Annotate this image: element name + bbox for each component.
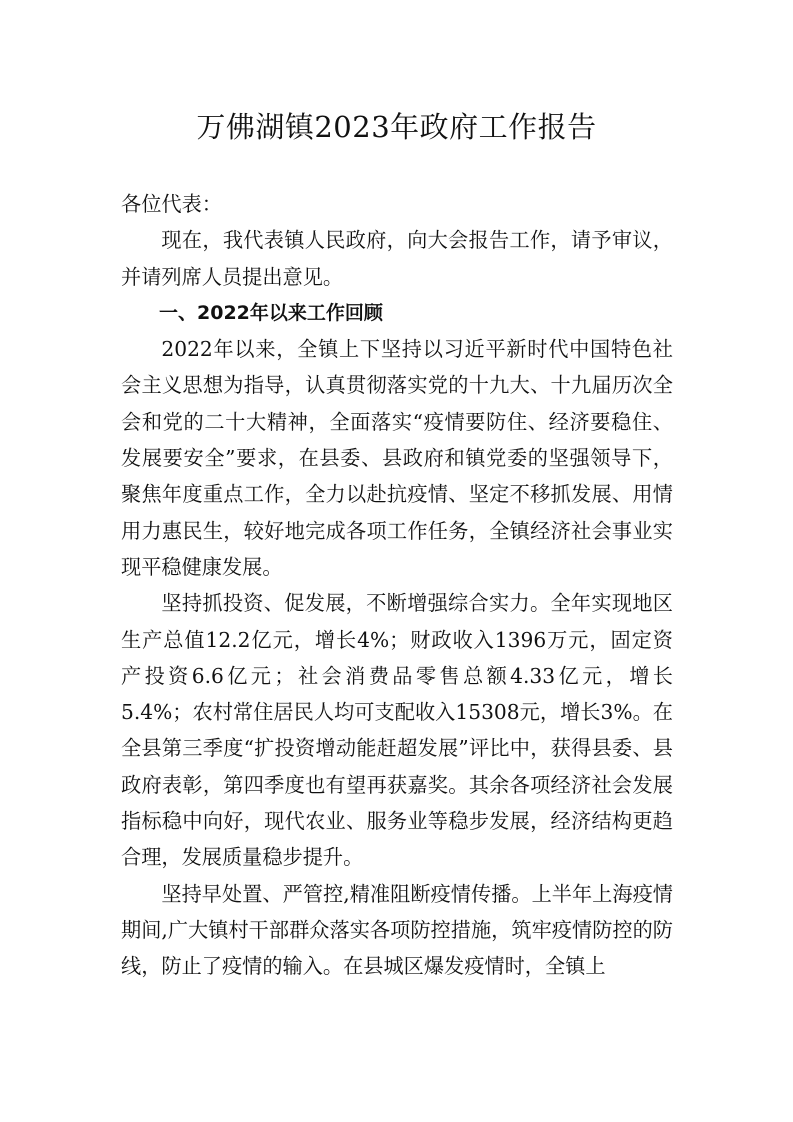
body-paragraph: 坚持抓投资、促发展，不断增强综合实力。全年实现地区生产总值12.2亿元，增长4%；财政收入1396万元，固定资产投资6.6亿元；社会消费品零售总额4.33亿元，增长5.4%；农村常住居民人均可支配收入15308元，增长3%。在全县第三季度“扩投资增动能赶超发展”评比中，获得县委、县政府表彰，第四季度也有望再获嘉奖。其余各项经济社会发展指标稳中向好，现代农业、服务业等稳步发展，经济结构更趋合理，发展质量稳步提升。	[121, 591, 673, 870]
document-body	[121, 186, 673, 985]
salutation: 各位代表：	[121, 192, 222, 216]
document-title: 万佛湖镇2023年政府工作报告	[196, 110, 597, 144]
body-paragraph: 坚持早处置、严管控,精准阻断疫情传播。上半年上海疫情期间,广大镇村干部群众落实各项防控措施，筑牢疫情防控的防线，防止了疫情的输入。在县城区爆发疫情时，全镇上	[121, 881, 673, 979]
section-heading: 一、2022年以来工作回顾	[159, 301, 383, 324]
body-paragraph: 2022年以来，全镇上下坚持以习近平新时代中国特色社会主义思想为指导，认真贯彻落实党的十九大、十九届历次全会和党的二十大精神，全面落实“疫情要防住、经济要稳住、发展要安全”要求，在县委、县政府和镇党委的坚强领导下，聚焦年度重点工作，全力以赴抗疫情、坚定不移抓发展、用情用力惠民生，较好地完成各项工作任务，全镇经济社会事业实现平稳健康发展。	[121, 337, 673, 579]
intro-paragraph: 现在，我代表镇人民政府，向大会报告工作，请予审议，并请列席人员提出意见。	[121, 228, 673, 289]
